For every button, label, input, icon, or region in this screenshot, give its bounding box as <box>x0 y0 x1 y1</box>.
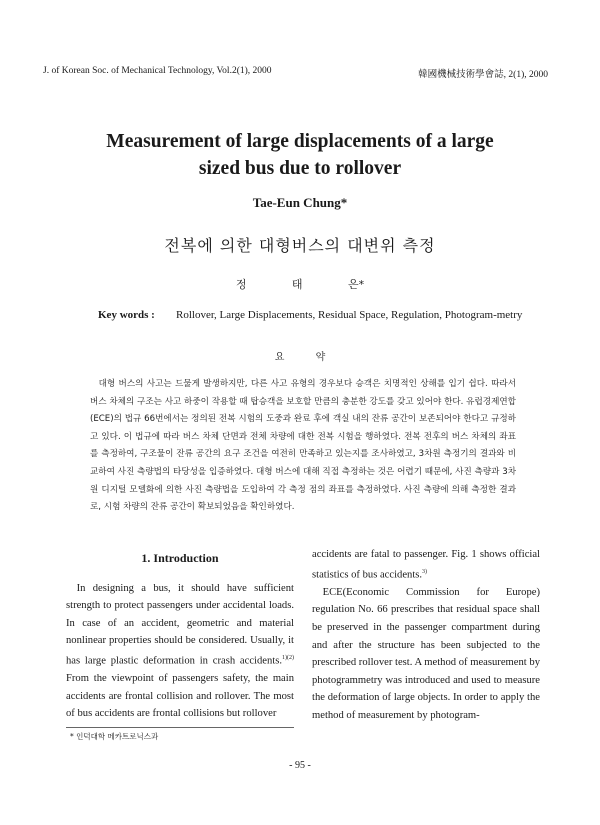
left-column <box>66 546 294 723</box>
keywords-block <box>98 307 538 324</box>
paper-title-line1: Measurement of large displacements of a large <box>106 131 494 152</box>
author-name: Tae-Eun Chung* <box>252 195 348 210</box>
intro-paragraph-1-cont: From the viewpoint of passengers safety, the main accidents are frontal collision and rollover. The most of bus accidents are frontal collisions but rollover <box>66 673 294 720</box>
journal-header-left: J. of Korean Soc. of Mechanical Technology, Vol.2(1), 2000 <box>43 66 272 76</box>
section-title: 1. Introduction <box>141 551 219 565</box>
paper-title <box>0 128 600 182</box>
intro-paragraph-1-end-text: accidents are fatal to passenger. Fig. 1 shows official statistics of bus accidents. <box>312 549 540 581</box>
citation-ref: 3) <box>422 568 428 575</box>
journal-header-right: 韓國機械技術學會誌, 2(1), 2000 <box>418 70 548 80</box>
abstract-text: 대형 버스의 사고는 드물게 발생하지만, 다른 사고 유형의 경우보다 승객은 치명적인 상해를 입기 쉽다. 따라서 버스 차체의 구조는 사고 하중이 작용할 때 탑승객을 보호할 만큼의 충분한 강도를 갖고 있어야 한다. 유럽경제연합(ECE)의 법규 66번에서는 정의된 전복 시험의 도중과 완료 후에 객실 내의 잔류 공간이 보존되어야 한다고 규정하고 있다. 이 법규에 따라 버스 차체 단면과 전체 차량에 대한 전복 시험을 행하였다. 전복 전후의 버스 차체의 좌표를 측정하여, 구조물이 잔류 공간의 요구 조건을 여전히 만족하고 있는지를 조사하였고, 3차원 측정기의 결과와 비교하여 사진 측량법의 타당성을 입증하였다. 대형 버스에 대해 직접 측정하는 것은 어렵기 때문에, 사진 측량과 3차원 디지털 모델화에 의한 사진 측량법을 도입하여 각 측정 점의 좌표를 측정하였다. 사진 측량에 의해 측정한 결과로, 시험 차량의 잔류 공간이 확보되었음을 확인하였다. <box>90 379 516 513</box>
intro-paragraph-2: ECE(Economic Commission for Europe) regulation No. 66 prescribes that residual space shall be preserved in the passenger compartment during and after the structure has been subjected to the prescribed rollover test. A method of measurement by photogrammetry was introduced and used to measure the deformation of large objects. In order to apply the method of measurement by photogram- <box>312 586 540 721</box>
abstract-heading: 요 약 <box>274 352 326 363</box>
author-affiliation-footnote: * 인덕대학 메카트로닉스과 <box>70 732 159 741</box>
korean-author: 정 태 은* <box>235 278 365 291</box>
intro-paragraph-1-text: In designing a bus, it should have sufficient strength to protect passengers under accidental loads. In case of an accident, geometric and material nonlinear properties should be considered. Usually, it has large plastic deformation in crash accidents. <box>66 582 294 667</box>
intro-paragraph-1 <box>66 580 294 723</box>
page-number: - 95 - <box>289 760 311 771</box>
footnote-divider <box>66 727 294 728</box>
right-column <box>312 546 540 724</box>
keywords-text: Rollover, Large Displacements, Residual Space, Regulation, Photogram-metry <box>176 309 523 321</box>
korean-title: 전복에 의한 대형버스의 대변위 측정 <box>164 236 436 255</box>
keywords-label: Key words : <box>98 309 155 321</box>
citation-ref: 1)(2) <box>282 654 294 661</box>
intro-paragraph-1-end <box>312 546 540 584</box>
paper-title-line2: sized bus due to rollover <box>198 158 402 179</box>
